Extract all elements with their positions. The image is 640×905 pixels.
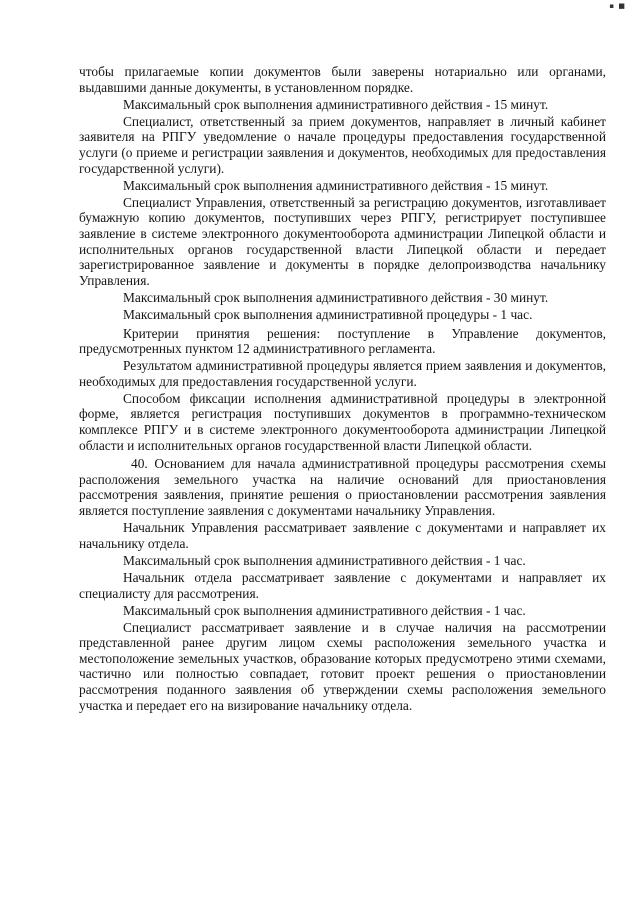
paragraph-decision-criteria: Критерии принятия решения: поступление в Управление документов, предусмотренных пунктом 12 административного регламента.: [79, 325, 606, 357]
paragraph-procedure-result: Результатом административной процедуры является прием заявления и документов, необходимых для предоставления государственной услуги.: [79, 358, 606, 389]
paragraph-deadline-30min: Максимальный срок выполнения административного действия - 30 минут.: [123, 289, 549, 305]
paragraph-rpgu-notification: Специалист, ответственный за прием документов, направляет в личный кабинет заявителя на РПГУ уведомление о начале процедуры предоставления государственной услуги (о приеме и регистрации заявления и документов, необходимых для предоставления государственной услуги).: [79, 113, 606, 176]
paragraph-section-40: 40. Основанием для начала административной процедуры рассмотрения схемы расположения земельного участка на наличие оснований для приостановления рассмотрения заявления, принятие решения о приостановлении рассмотрения заявления является поступление заявления с документами начальнику Управления.: [79, 456, 606, 519]
paragraph-specialist-review: Специалист рассматривает заявление и в случае наличия на рассмотрении представленной ранее другим лицом схемы расположения земельного участка и местоположение земельных участков, образование которых предусмотрено этими схемами, частично или полностью совпадает, готовит проект решения о приостановлении рассмотрения поданного заявления об утверждении схемы расположения земельного участка и передает его на визирование начальнику отдела.: [79, 619, 606, 713]
paragraph-notary-copies: чтобы прилагаемые копии документов были заверены нотариально или органами, выдавшими данные документы, в установленном порядке.: [79, 64, 606, 95]
document-body: [79, 64, 606, 715]
paragraph-deadline-1h-2: Максимальный срок выполнения административного действия - 1 час.: [123, 602, 526, 618]
paragraph-recording-method: Способом фиксации исполнения административной процедуры в электронной форме, является регистрация поступивших документов в программно-техническом комплексе РПГУ и в системе электронного документооборота администрации Липецкой области и исполнительных органов государственной власти Липецкой области.: [79, 390, 606, 453]
paragraph-deadline-15min-1: Максимальный срок выполнения административного действия - 15 минут.: [123, 96, 549, 112]
scan-corner-mark: ▪ ■: [609, 2, 626, 10]
paragraph-dept-head-review: Начальник отдела рассматривает заявление с документами и направляет их специалисту для рассмотрения.: [79, 569, 606, 601]
paragraph-deadline-1h-1: Максимальный срок выполнения административного действия - 1 час.: [123, 552, 526, 568]
paragraph-registration: Специалист Управления, ответственный за регистрацию документов, изготавливает бумажную копию документов, поступивших через РПГУ, регистрирует поступившее заявление в системе электронного документооборота администрации Липецкой области и исполнительных органов государственной власти Липецкой области и передает зарегистрированное заявление и документы в порядке делопроизводства начальнику Управления.: [79, 194, 606, 288]
paragraph-procedure-deadline-1h: Максимальный срок выполнения административной процедуры - 1 час.: [123, 306, 533, 322]
paragraph-deadline-15min-2: Максимальный срок выполнения административного действия - 15 минут.: [123, 177, 549, 193]
paragraph-head-review: Начальник Управления рассматривает заявление с документами и направляет их начальнику отдела.: [79, 520, 606, 551]
